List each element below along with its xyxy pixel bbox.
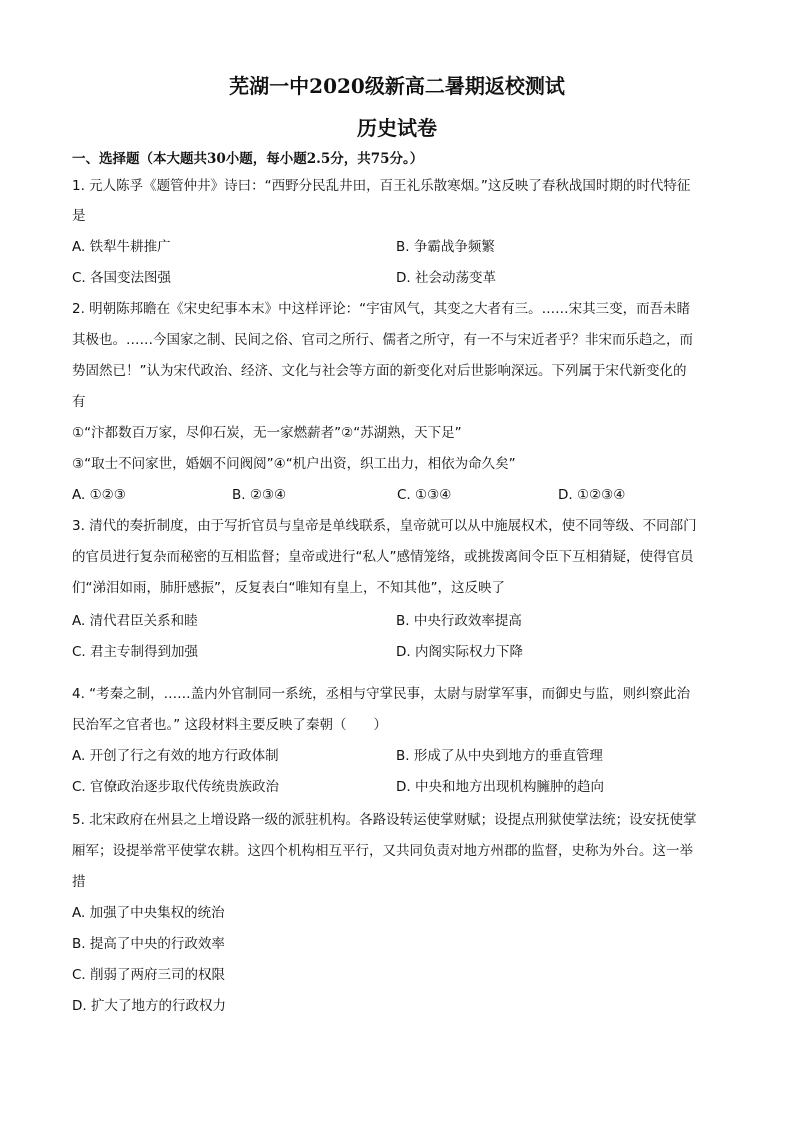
exam-title: 芜湖一中2020级新高二暑期返校测试	[229, 74, 565, 98]
q1-stem-line: 1. 元人陈孚《题管仲井》诗曰：“西野分民乱井田，百王礼乐散寒烟。”这反映了春秋战国时期的时代特征	[72, 178, 691, 194]
q3-option-c: C. 君主专制得到加强	[72, 644, 199, 660]
q1-stem-line: 是	[72, 208, 86, 224]
q5-option-a: A. 加强了中央集权的统治	[72, 905, 225, 921]
q5-option-d: D. 扩大了地方的行政权力	[72, 998, 226, 1014]
q5-option-b: B. 提高了中央的行政效率	[72, 936, 225, 952]
q2-stem-line: 其极也。……今国家之制、民间之俗、官司之所行、儒者之所守，有一不与宋近者乎？非宋而乐趋之，而	[72, 332, 693, 348]
q3-option-b: B. 中央行政效率提高	[396, 613, 522, 629]
q5-stem-line: 厢军；设提举常平使掌农耕。这四个机构相互平行，又共同负责对地方州郡的监督，史称为外台。这一举	[72, 843, 693, 859]
q4-option-b: B. 形成了从中央到地方的垂直管理	[396, 748, 603, 764]
q3-option-d: D. 内阁实际权力下降	[396, 644, 523, 660]
q5-stem-line: 5. 北宋政府在州县之上增设路一级的派驻机构。各路设转运使掌财赋；设提点刑狱使掌法统；设安抚使掌	[72, 812, 697, 828]
q2-option-b: B. ②③④	[232, 487, 287, 503]
q2-item-line: ③“取士不问家世，婚姻不问阀阅”④“机户出资，织工出力，相依为命久矣”	[72, 456, 516, 472]
q4-option-d: D. 中央和地方出现机构臃肿的趋向	[396, 779, 604, 795]
q4-stem-line: 4. “考秦之制，……盖内外官制同一系统，丞相与守掌民事，太尉与尉掌军事，而御史与监，则纠察此治	[72, 686, 691, 702]
q2-item-line: ①“汴都数百万家，尽仰石炭，无一家燃薪者”②“苏湖熟，天下足”	[72, 425, 462, 441]
q2-option-d: D. ①②③④	[558, 487, 626, 503]
q2-stem-line: 势固然已！”认为宋代政治、经济、文化与社会等方面的新变化对后世影响深远。下列属于宋代新变化的	[72, 363, 687, 379]
q1-option-d: D. 社会动荡变革	[396, 270, 496, 286]
q1-option-b: B. 争霸战争频繁	[396, 239, 495, 255]
q3-option-a: A. 清代君臣关系和睦	[72, 613, 198, 629]
exam-subtitle: 历史试卷	[357, 116, 437, 140]
q5-stem-line: 措	[72, 874, 86, 890]
q3-stem-line: 们“涕泪如雨，肺肝感振”，反复表白“唯知有皇上，不知其他”，这反映了	[72, 580, 505, 596]
q4-option-a: A. 开创了行之有效的地方行政体制	[72, 748, 279, 764]
q3-stem-line: 的官员进行复杂而秘密的互相监督；皇帝或进行“私人”感情笼络，或挑拨离间令臣下互相猜疑，使得官员	[72, 549, 694, 565]
q1-option-c: C. 各国变法图强	[72, 270, 172, 286]
q3-stem-line: 3. 清代的奏折制度，由于写折官员与皇帝是单线联系，皇帝就可以从中施展权术，使不同等级、不同部门	[72, 518, 697, 534]
q2-option-c: C. ①③④	[397, 487, 452, 503]
q4-option-c: C. 官僚政治逐步取代传统贵族政治	[72, 779, 280, 795]
q2-stem-line: 2. 明朝陈邦瞻在《宋史纪事本末》中这样评论：“宇宙风气，其变之大者有三。……宋其三变，而吾未睹	[72, 301, 691, 317]
q2-stem-line: 有	[72, 394, 86, 410]
section-heading: 一、选择题（本大题共30小题，每小题2.5分，共75分。）	[72, 151, 424, 167]
q4-stem-line: 民治军之官者也。” 这段材料主要反映了秦朝（ ）	[72, 717, 388, 733]
q5-option-c: C. 削弱了两府三司的权限	[72, 967, 226, 983]
q2-option-a: A. ①②③	[72, 487, 126, 503]
q1-option-a: A. 铁犁牛耕推广	[72, 239, 171, 255]
